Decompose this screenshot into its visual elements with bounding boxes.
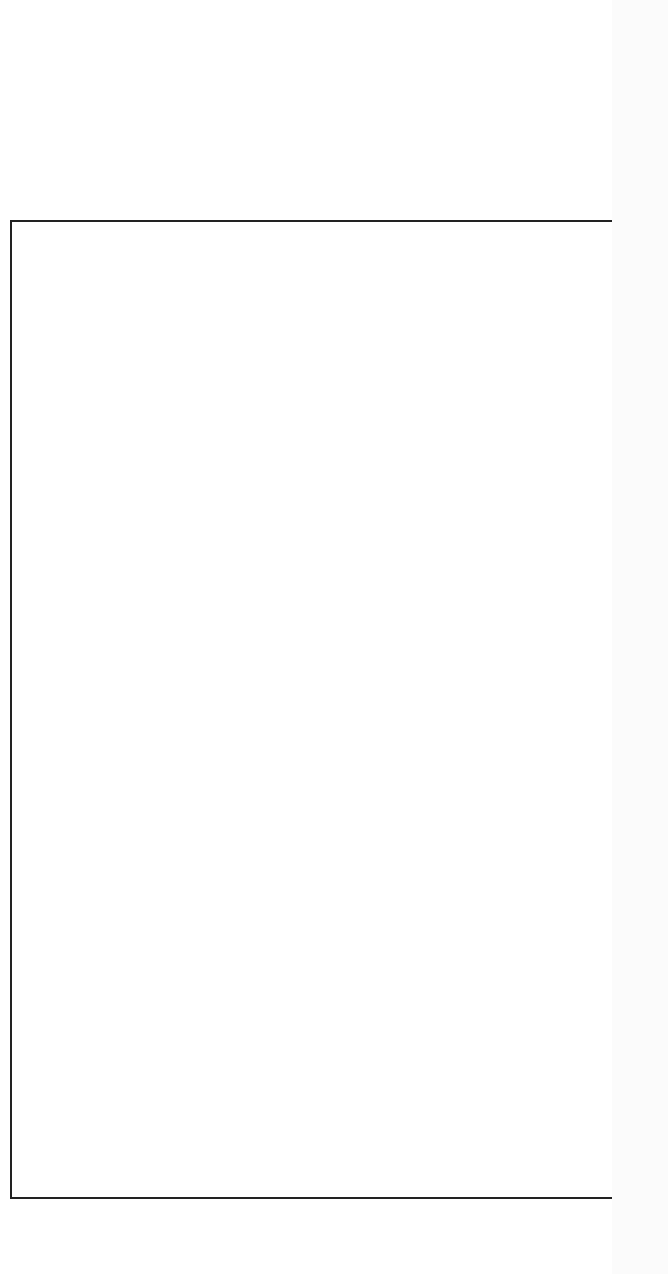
book-spine	[612, 0, 668, 1274]
page-frame	[10, 220, 612, 1199]
